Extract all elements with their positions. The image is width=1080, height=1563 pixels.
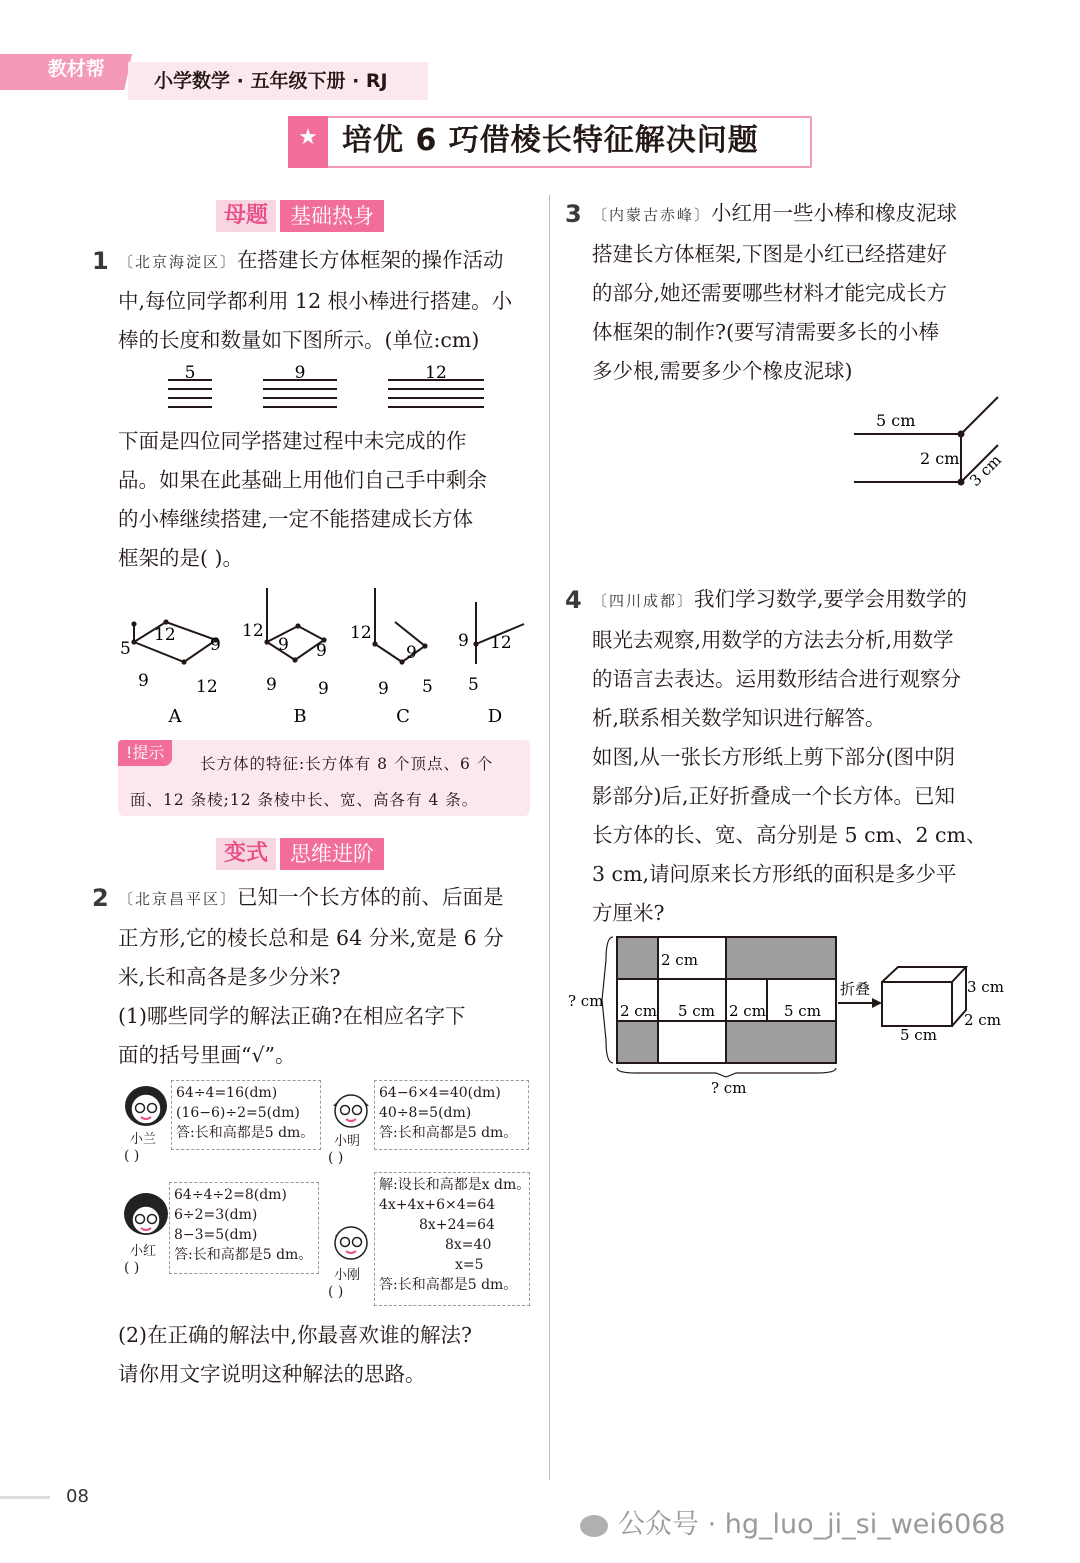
svg-text:9: 9	[138, 671, 149, 691]
page-number: 08	[66, 1486, 89, 1507]
svg-text:9: 9	[378, 679, 389, 699]
student-avatar-icon	[327, 1218, 375, 1262]
student-avatar-icon	[122, 1082, 170, 1128]
solution-box: 64−6×4=40(dm) 40÷8=5(dm) 答:长和高都是5 dm。	[374, 1080, 529, 1150]
svg-text:12: 12	[154, 625, 176, 645]
svg-text:12: 12	[242, 621, 264, 641]
svg-text:9: 9	[406, 643, 417, 663]
page-title: 培优 6 巧借棱长特征解决问题	[342, 123, 759, 158]
fold-label: 折叠	[840, 980, 871, 998]
solution-box: 解:设长和高都是x dm。 4x+4x+6×4=64 8x+24=64 8x=40 x=5 答:长和高都是5 dm。	[374, 1172, 530, 1306]
option-b-label: B	[293, 706, 307, 727]
section-tag-variant: 变式 思维进阶	[216, 838, 384, 870]
height-label: 2 cm	[920, 449, 960, 468]
question-2-text: 〔北京昌平区〕已知一个长方体的前、后面是 正方形,它的棱长总和是 64 分米,宽是 6 分 米,长和高各是多少分米? (1)哪些同学的解法正确?在相应名字下 面的括号里画“√”。	[118, 885, 504, 1067]
question-number: 1	[92, 247, 109, 275]
question-1-text-2: 下面是四位同学搭建过程中未完成的作 品。如果在此基础上用他们自己手中剩余 的小棒继续搭建,一定不能搭建成长方体 框架的是( )。	[118, 429, 487, 570]
svg-text:9: 9	[210, 635, 221, 655]
answer-bracket[interactable]: ( )	[328, 1150, 344, 1166]
width-label: 3 cm	[966, 450, 1005, 490]
stick-label: 9	[294, 363, 306, 383]
footer-rule	[0, 1496, 50, 1499]
svg-text:9: 9	[318, 679, 329, 699]
svg-text:5: 5	[120, 639, 131, 659]
option-c-label: C	[396, 706, 410, 727]
question-number: 4	[565, 586, 582, 614]
svg-text:9: 9	[316, 641, 327, 661]
question-1-text: 〔北京海淀区〕在搭建长方体框架的操作活动 中,每位同学都利用 12 根小棒进行搭建。小 棒的长度和数量如下图所示。(单位:cm)	[118, 248, 513, 352]
svg-text:5: 5	[422, 677, 433, 697]
watermark: 公众号 · hg_luo_ji_si_wei6068	[580, 1502, 1006, 1541]
paper-net-figure	[566, 930, 1016, 1100]
box-height-label: 3 cm	[967, 978, 1004, 996]
option-d-label: D	[487, 706, 503, 727]
student-name: 小明	[334, 1134, 361, 1149]
net-label: 2 cm	[729, 1002, 766, 1020]
box-length-label: 5 cm	[900, 1026, 937, 1044]
net-label: 2 cm	[620, 1002, 657, 1020]
student-name: 小兰	[130, 1132, 157, 1147]
svg-text:9: 9	[266, 675, 277, 695]
unknown-height-label: ? cm	[568, 992, 604, 1010]
question-4-text: 〔四川成都〕我们学习数学,要学会用数学的 眼光去观察,用数学的方法去分析,用数学 的语言去表达。运用数形结合进行观察分 析,联系相关数学知识进行解答。 如图,从一张长方形纸上剪下部分(图中阴 影部分)后,正好折叠成一个长方体。已知 长方体的长、宽、高分别是 5 cm、2 cm、 3 cm,请问原来长方形纸的面积是多少平 方厘米?	[592, 587, 987, 925]
unknown-length-label: ? cm	[711, 1079, 747, 1097]
student-name: 小红	[130, 1244, 157, 1259]
answer-bracket[interactable]: ( )	[328, 1284, 344, 1300]
column-divider	[549, 195, 550, 1480]
net-label: 5 cm	[678, 1002, 715, 1020]
answer-bracket[interactable]: ( )	[124, 1260, 140, 1276]
svg-text:12: 12	[490, 633, 512, 653]
student-avatar-icon	[122, 1192, 170, 1238]
hint-tag: !提示	[118, 740, 172, 766]
question-number: 3	[565, 200, 582, 228]
question-2-part-2: (2)在正确的解法中,你最喜欢谁的解法? 请你用文字说明这种解法的思路。	[118, 1323, 473, 1386]
student-avatar-icon	[327, 1086, 375, 1130]
star-icon: ★	[288, 116, 328, 168]
section-tag-base: 母题 基础热身	[216, 200, 384, 232]
svg-text:12: 12	[350, 623, 372, 643]
question-number: 2	[92, 884, 109, 912]
partial-frame-figure	[848, 392, 1018, 502]
svg-text:9: 9	[278, 635, 289, 655]
book-series: 小学数学 · 五年级下册 · RJ	[128, 62, 428, 100]
stick-label: 5	[184, 363, 196, 383]
box-width-label: 2 cm	[964, 1011, 1001, 1029]
brand-badge: 教材帮	[0, 54, 132, 90]
solution-box: 64÷4=16(dm) (16−6)÷2=5(dm) 答:长和高都是5 dm。	[171, 1080, 321, 1150]
hint-text: 长方体的特征:长方体有 8 个顶点、6 个 面、12 条棱;12 条棱中长、宽、高各有 4 条。	[130, 755, 494, 809]
net-label: 2 cm	[661, 951, 698, 969]
question-3-text: 〔内蒙古赤峰〕小红用一些小棒和橡皮泥球 搭建长方体框架,下图是小红已经搭建好 的部分,她还需要哪些材料才能完成长方 体框架的制作?(要写清需要多长的小棒 多少根,需要多少个橡皮泥球)	[592, 201, 958, 383]
solution-box: 64÷4÷2=8(dm) 6÷2=3(dm) 8−3=5(dm) 答:长和高都是5 dm。	[169, 1182, 319, 1274]
svg-text:5: 5	[468, 675, 479, 695]
student-name: 小刚	[334, 1268, 361, 1283]
stick-label: 12	[425, 363, 447, 383]
length-label: 5 cm	[876, 411, 916, 430]
option-figures	[112, 580, 542, 730]
svg-text:9: 9	[458, 631, 469, 651]
stick-illustration	[160, 362, 490, 418]
net-label: 5 cm	[784, 1002, 821, 1020]
wechat-icon	[580, 1515, 608, 1537]
svg-text:12: 12	[196, 677, 218, 697]
answer-bracket[interactable]: ( )	[124, 1148, 140, 1164]
option-a-label: A	[168, 706, 182, 727]
